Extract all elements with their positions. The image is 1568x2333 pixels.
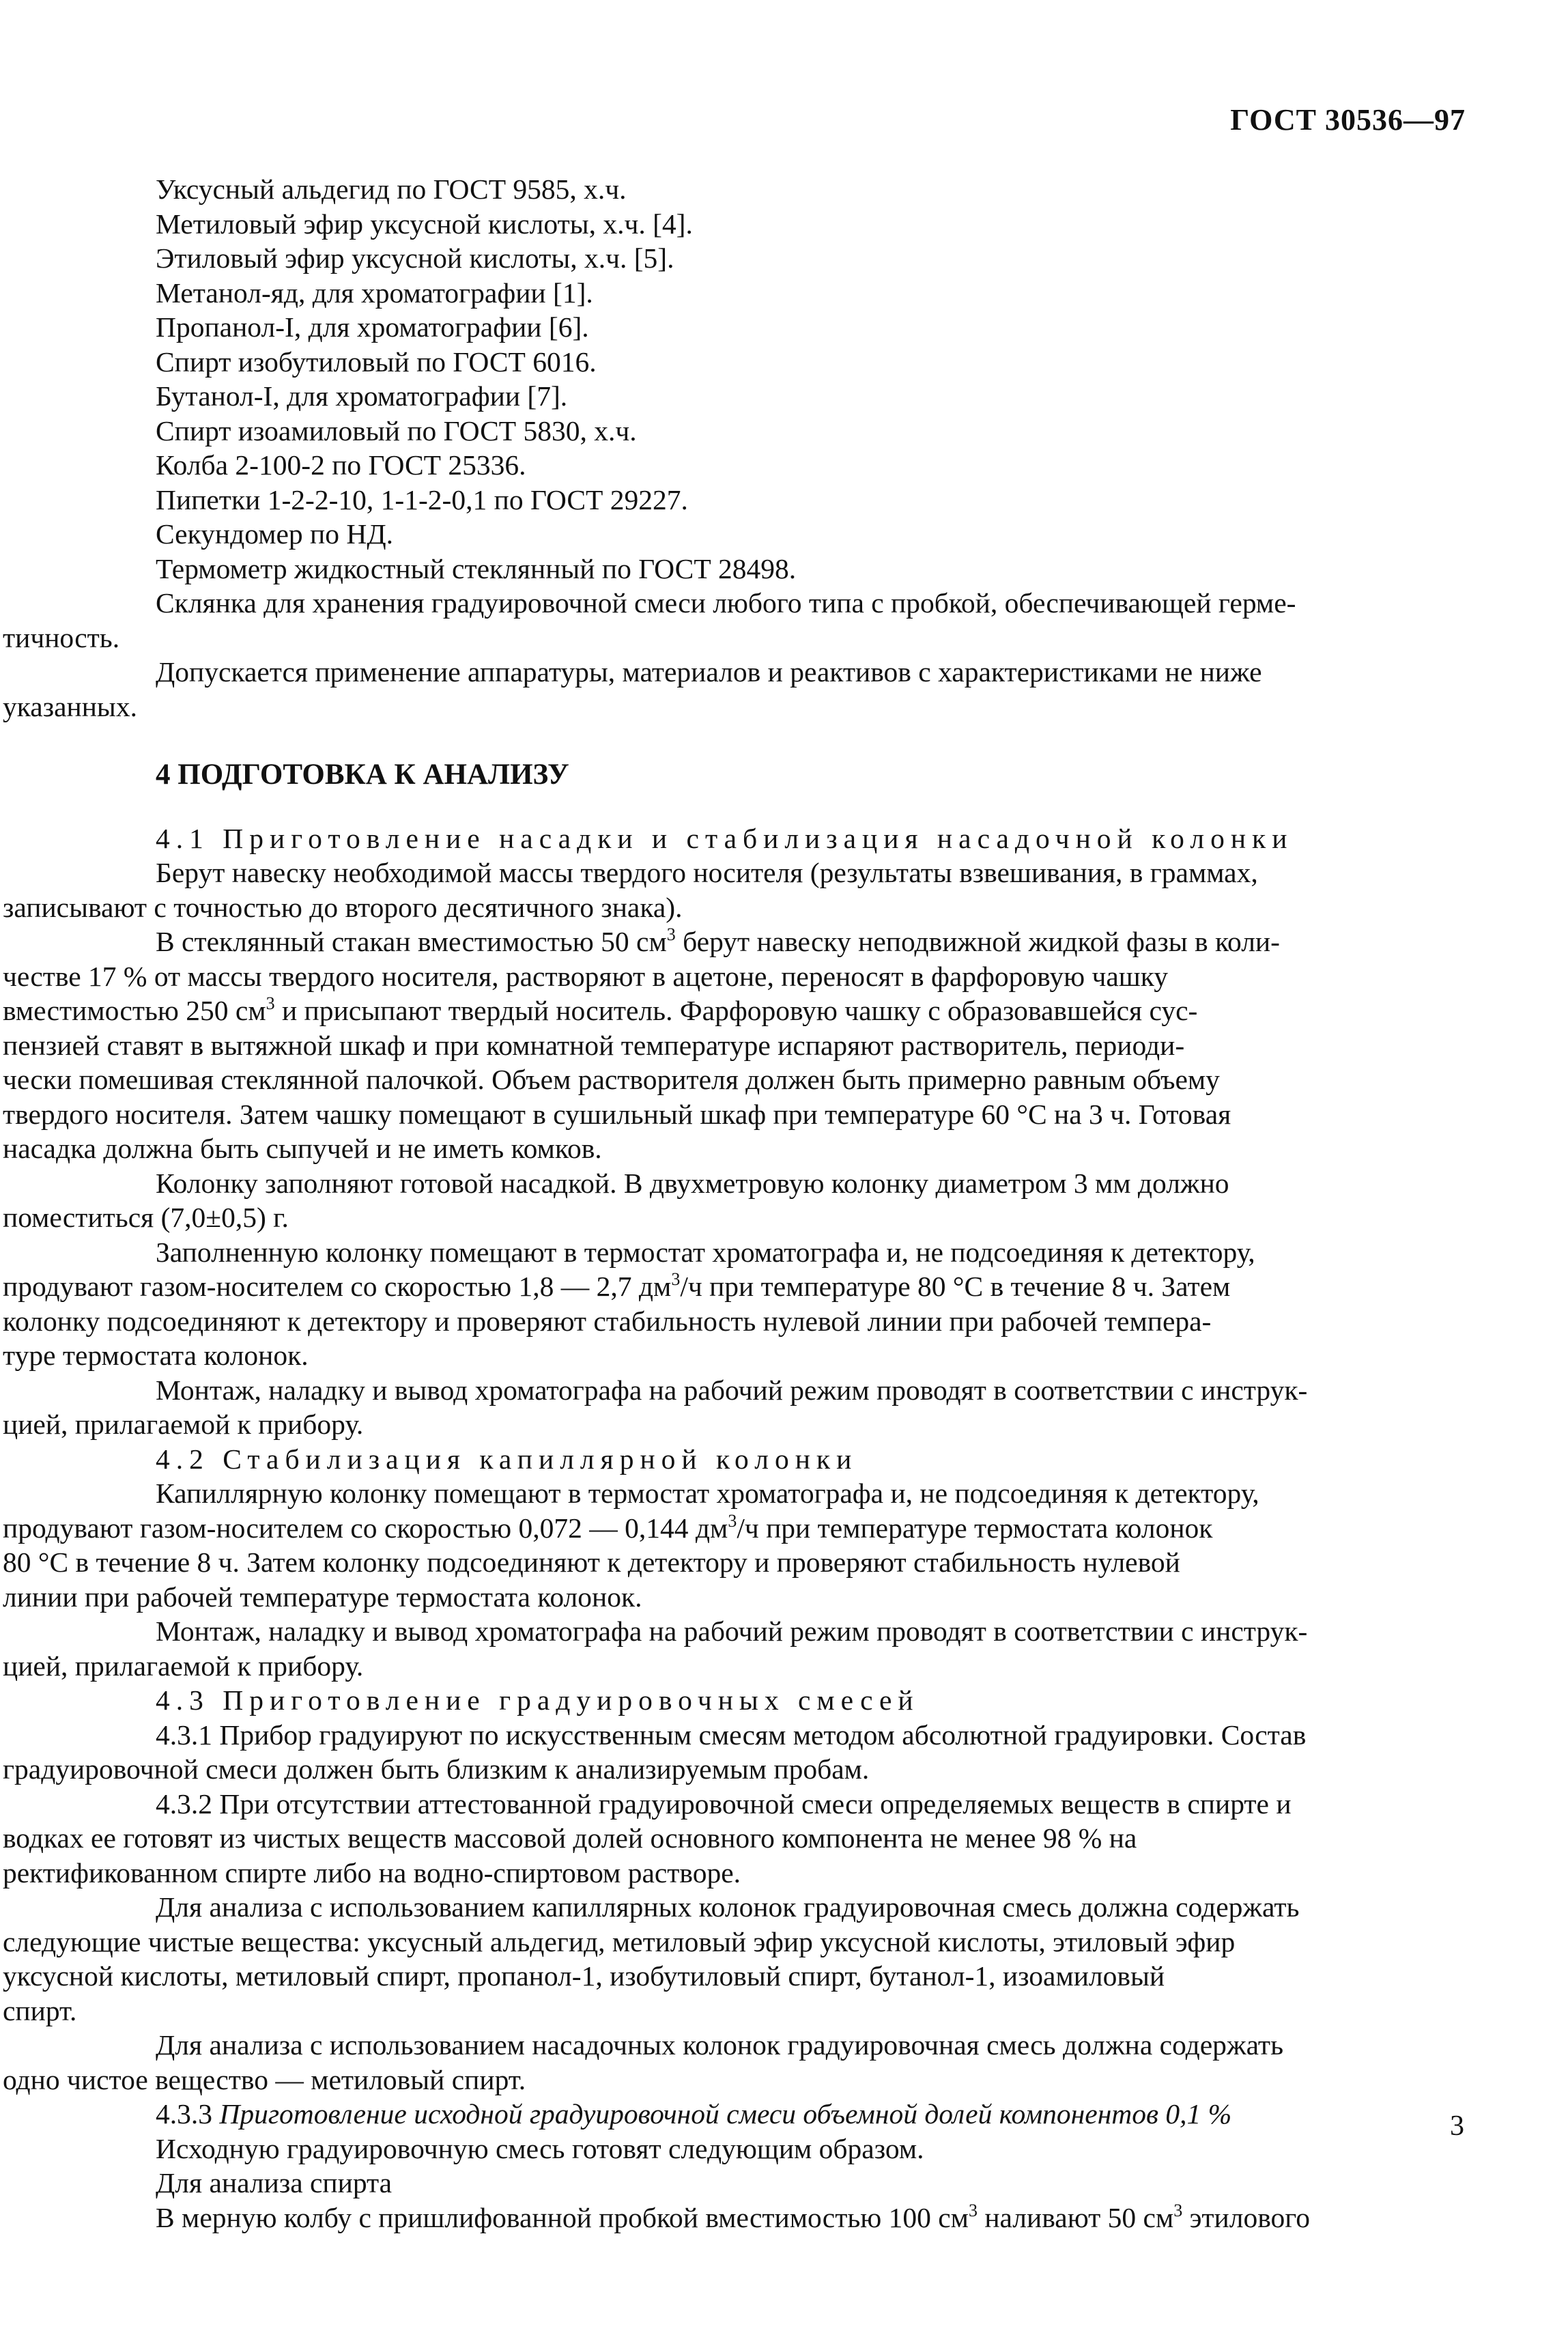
paragraph-line: 4.3.1 Прибор градуируют по искусственным смесям методом абсолютной градуировки. Состав [156, 1719, 1307, 1751]
reagent-item: Пропанол-I, для хроматографии [6]. [156, 311, 589, 343]
paragraph-line: продувают газом-носителем со скоростью 1,8 — 2,7 $дм^3/ч$ при температуре 80 °С в течение 8 ч. Затем [3, 1269, 1231, 1302]
paragraph-line: спирт. [3, 1994, 77, 2026]
subsection-heading-4-3-3: 4.3.3 Приготовление исходной градуировочной смеси объемной долей компонентов 0,1 % [156, 2098, 1232, 2130]
reagent-list [156, 172, 1466, 586]
paragraph-line: Монтаж, наладку и вывод хроматографа на рабочий режим проводят в соответствии с инструк- [156, 1374, 1308, 1406]
paragraph-line: вместимостью 250 $см^3$ и присыпают твердый носитель. Фарфоровую чашку с образовавшейся сус- [3, 993, 1198, 1026]
allowed-line: Допускается применение аппаратуры, материалов и реактивов с характеристиками не ниже [156, 656, 1262, 688]
section-heading: 4 ПОДГОТОВКА К АНАЛИЗУ [156, 759, 569, 791]
paragraph-line: уксусной кислоты, метиловый спирт, пропанол-1, изобутиловый спирт, бутанол-1, изоамиловый [3, 1960, 1165, 1992]
paragraph-line: одно чистое вещество — метиловый спирт. [3, 2063, 526, 2095]
reagent-item: Этиловый эфир уксусной кислоты, х.ч. [5]. [156, 242, 674, 274]
flask-line: Склянка для хранения градуировочной смеси любого типа с пробкой, обеспечивающей герме- [156, 587, 1296, 619]
paragraph-line: 4.3.2 При отсутствии аттестованной градуировочной смеси определяемых веществ в спирте и [156, 1787, 1292, 1820]
paragraph-line: цией, прилагаемой к прибору. [3, 1650, 364, 1682]
page-content [3, 172, 1466, 2235]
reagent-item: Пипетки 1-2-2-10, 1-1-2-0,1 по ГОСТ 29227. [156, 483, 688, 515]
paragraph-line: линии при рабочей температуре термостата колонок. [3, 1581, 642, 1613]
reagent-item: Бутанол-I, для хроматографии [7]. [156, 380, 568, 412]
paragraph-line: туре термостата колонок. [3, 1340, 309, 1371]
paragraph-line: Колонку заполняют готовой насадкой. В двухметровую колонку диаметром 3 мм должно [156, 1167, 1229, 1199]
reagent-item: Колба 2-100-2 по ГОСТ 25336. [156, 449, 526, 481]
page-number: 3 [1450, 2110, 1464, 2142]
paragraph-line: насадка должна быть сыпучей и не иметь комков. [3, 1133, 602, 1164]
reagent-item: Термометр жидкостный стеклянный по ГОСТ 28498. [156, 552, 797, 584]
paragraph-line: Для анализа спирта [156, 2167, 393, 2198]
paragraph-line: водках ее готовят из чистых веществ массовой долей основного компонента не менее 98 % на [3, 1822, 1137, 1854]
allowed-line-cont: указанных. [3, 690, 137, 722]
paragraph-line: градуировочной смеси должен быть близким к анализируемым пробам. [3, 1753, 870, 1785]
paragraph-line: продувают газом-носителем со скоростью 0,072 — 0,144 $дм^3/ч$ при температуре термостата колонок [3, 1510, 1213, 1544]
subsection-heading-4-2: 4.2 Стабилизация капиллярной колонки [156, 1443, 858, 1475]
reagent-item: Спирт изобутиловый по ГОСТ 6016. [156, 345, 597, 378]
paragraph-line: Заполненную колонку помещают в термостат хроматографа и, не подсоединяя к детектору, [156, 1236, 1255, 1268]
standard-code-header: ГОСТ 30536—97 [1230, 103, 1466, 137]
reagent-item: Метиловый эфир уксусной кислоты, х.ч. [4]. [156, 208, 693, 240]
paragraph-line: записывают с точностью до второго десятичного знака). [3, 891, 683, 923]
paragraph-line: В стеклянный стакан вместимостью 50 $см^3$ берут навеску неподвижной жидкой фазы в коли- [156, 924, 1280, 957]
paragraph-line: В мерную колбу с пришлифованной пробкой вместимостью 100 $см^3$ наливают 50 $см^3$ этилового [156, 2200, 1311, 2233]
reagent-item: Секундомер по НД. [156, 518, 394, 550]
paragraph-line: Для анализа с использованием насадочных колонок градуировочная смесь должна содержать [156, 2029, 1283, 2061]
paragraph-line: Для анализа с использованием капиллярных колонок градуировочная смесь должна содержать [156, 1891, 1300, 1923]
paragraph-line: пензией ставят в вытяжной шкаф и при комнатной температуре испаряют растворитель, периоди- [3, 1029, 1185, 1061]
paragraph-line: цией, прилагаемой к прибору. [3, 1409, 364, 1440]
paragraph-line: следующие чистые вещества: уксусный альдегид, метиловый эфир уксусной кислоты, этиловый эфир [3, 1925, 1236, 1957]
paragraph-line: 80 °С в течение 8 ч. Затем колонку подсоединяют к детектору и проверяют стабильность нулевой [3, 1546, 1180, 1578]
paragraph-line: Монтаж, наладку и вывод хроматографа на рабочий режим проводят в соответствии с инструк- [156, 1615, 1308, 1647]
reagent-item: Спирт изоамиловый по ГОСТ 5830, х.ч. [156, 414, 637, 447]
paragraph-line: Капиллярную колонку помещают в термостат хроматографа и, не подсоединяя к детектору, [156, 1477, 1259, 1509]
paragraph-line: поместиться (7,0±0,5) г. [3, 1202, 289, 1233]
paragraph-line: чески помешивая стеклянной палочкой. Объем растворителя должен быть примерно равным объему [3, 1064, 1220, 1095]
flask-line-cont: тичность. [3, 621, 120, 653]
paragraph-line: колонку подсоединяют к детектору и проверяют стабильность нулевой линии при рабочей темпера- [3, 1305, 1212, 1337]
subsection-heading-4-3: 4.3 Приготовление градуировочных смесей [156, 1684, 920, 1716]
paragraph-line: Берут навеску необходимой массы твердого носителя (результаты взвешивания, в граммах, [156, 857, 1258, 888]
paragraph-line: Исходную градуировочную смесь готовят следующим образом. [156, 2132, 924, 2164]
reagent-item: Метанол-яд, для хроматографии [1]. [156, 277, 593, 309]
paragraph-line: честве 17 % от массы твердого носителя, растворяют в ацетоне, переносят в фарфоровую чашку [3, 960, 1169, 992]
reagent-item: Уксусный альдегид по ГОСТ 9585, х.ч. [156, 173, 627, 205]
paragraph-line: твердого носителя. Затем чашку помещают в сушильный шкаф при температуре 60 °С на 3 ч. Готовая [3, 1098, 1231, 1130]
paragraph-line: ректификованном спирте либо на водно-спиртовом растворе. [3, 1856, 741, 1889]
subsection-heading-4-1: 4.1 Приготовление насадки и стабилизация насадочной колонки [156, 822, 1294, 854]
